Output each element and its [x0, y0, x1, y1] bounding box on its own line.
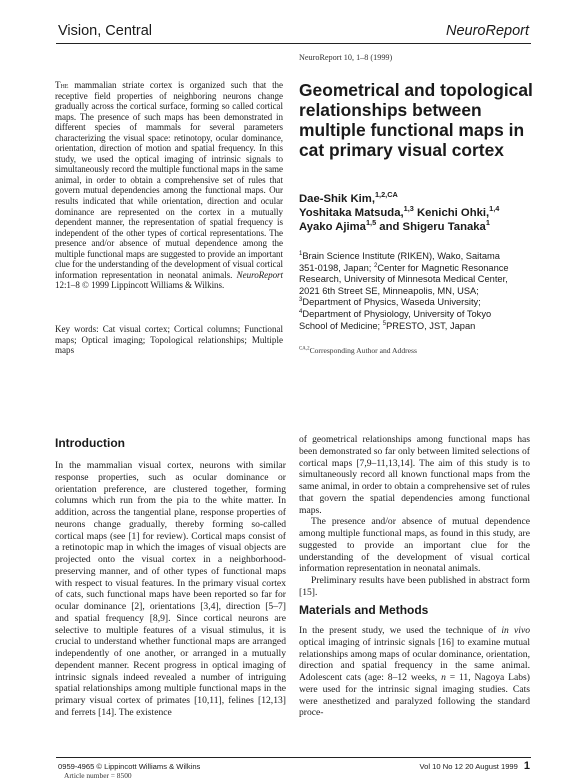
introduction-paragraph: In the mammalian visual cortex, neurons with similar response properties, such as ocular dominance or orientation preference, are clustered together, forming columns which run from the pia to the white matter. In addition, across the tangential plane, response properties of neurons change gradually, thereby forming so-called cortical maps (see [1] for review). Cortical maps consist of a retinotopic map in which the images of visual objects are projected onto the visual cortex in a neighborhood-preserving manner, and of other types of functional maps with respect to visual features. In the primary visual cortex of cats, such functional maps have been reported so far for ocular dominance [2], orientations [3,4], direction [5–7] and spatial frequency [8,9]. Since cortical neurons are selective to multiple features of a visual stimulus, it is crucial to understand whether functional maps are arranged independently of one another, or arranged in a mutually dependent manner. Recent progress in optical imaging of intrinsic signals indeed revealed a number of intriguing spatial relationships among multiple functional maps in the primary visual cortex of primates [10,11], felines [12,13] and ferrets [14]. The existence [55, 460, 286, 718]
affiliation-line: $^3$Department of Physics, Waseda University; [299, 297, 481, 308]
page-number: 1 [523, 760, 530, 772]
abstract-body: mammalian striate cortex is organized such that the receptive field properties of neighboring neurons change gradually across the cortical surface, forming so called cortical maps. The presence of such maps has been demonstrated in different species of mammals for several parameters characterizing the visual space: retinotopy, ocular dominance, orientation, direction of motion and spatial frequency. In this study, we used the optical imaging of intrinsic signals to simultaneously record the multiple functional maps in the same animal, in order to obtain a comprehensive set of rules that govern mutual dependencies among the functional maps. Our results indicated that while orientation, direction and ocular dominance are represented on the cortex in a mutually dependent manner, the representation of spatial frequency is independent of the other types of cortical representations. The presence and/or absence of mutual dependence among the multiple functional maps are suggested to provide an important clue for the understanding of the development of visual cortical information representation in neonatal animals. [55, 80, 283, 280]
footer-rule [56, 757, 531, 758]
methods-paragraph: In the present study, we used the technique of in vivo optical imaging of intrinsic signals [16] to examine mutual relationships among maps of ocular dominance, orientation, direction and spatial frequency in the same animal. Adolescent cats (age: 8–12 weeks, n = 11, Nagoya Labs) were used for the intrinsic signal imaging studies. Cats were anesthetized and paralyzed following the standard proce- [299, 625, 530, 719]
abstract-copyright: 12:1–8 © 1999 Lippincott Williams & Wilkins. [55, 280, 225, 291]
author-line: Yoshitaka Matsuda,$^{1,3}$ Kenichi Ohki,$^{1,4}$ [299, 204, 500, 219]
running-header-section: Vision, Central [58, 23, 153, 39]
abstract [55, 80, 283, 291]
affiliation-line: 2021 6th Street SE, Minneapolis, MN, USA; [299, 285, 479, 296]
author-list [299, 192, 539, 234]
section-heading-introduction: Introduction [55, 436, 125, 450]
article-title: Geometrical and topological relationships between multiple functional maps in cat primary visual cortex [299, 80, 533, 160]
article-number: Article number = 8500 [64, 771, 132, 780]
affiliation-line: $^4$Department of Physiology, University of Tokyo [299, 308, 492, 319]
affiliation-list [299, 251, 539, 332]
author-line: Ayako Ajima$^{1,5}$ and Shigeru Tanaka$^1$ [299, 218, 490, 233]
body-paragraph: The presence and/or absence of mutual dependence among multiple functional maps, as found in this study, are suggested to provide an important clue for the understanding of the development of visual cortical information representation in neonatal animals. [299, 516, 530, 575]
affiliation-line: School of Medicine; $^5$PRESTO, JST, Japan [299, 320, 476, 331]
keywords [55, 324, 283, 356]
footer-copyright: 0959-4965 © Lippincott Williams & Wilkins [58, 762, 201, 771]
section-heading-methods: Materials and Methods [299, 603, 429, 617]
affiliation-line: Research, University of Minnesota Medical Center, [299, 274, 508, 285]
corresponding-author-note: $^{CA,2}$Corresponding Author and Address [299, 346, 417, 355]
affiliation-line: $^1$Brain Science Institute (RIKEN), Wako, Saitama [299, 250, 500, 261]
keywords-label: Key words: [55, 324, 99, 334]
author-line: Dae-Shik Kim,$^{1,2,CA}$ [299, 190, 398, 205]
running-header-journal: NeuroReport [445, 23, 529, 39]
footer-volume: Vol 10 No 12 20 August 1999 1 [419, 760, 530, 772]
abstract-journal: NeuroReport [236, 269, 283, 280]
header-rule [56, 43, 531, 44]
keywords-text: Cat visual cortex; Cortical columns; Functional maps; Optical imaging; Topological relationships; Multiple maps [55, 324, 283, 356]
body-paragraph: of geometrical relationships among functional maps has been demonstrated so far only between limited selections of cortical maps [7,9–11,13,14]. The aim of this study is to simultaneously record all known functional maps from the same animal, in order to obtain a comprehensive set of rules that govern the spatial dependencies among functional maps. [299, 434, 530, 516]
introduction-continued [299, 434, 530, 599]
citation-line: NeuroReport 10, 1–8 (1999) [299, 53, 393, 62]
abstract-lead-word: The [55, 80, 69, 90]
affiliation-line: 351-0198, Japan; $^2$Center for Magnetic Resonance [299, 262, 509, 273]
body-paragraph: Preliminary results have been published in abstract form [15]. [299, 575, 530, 598]
